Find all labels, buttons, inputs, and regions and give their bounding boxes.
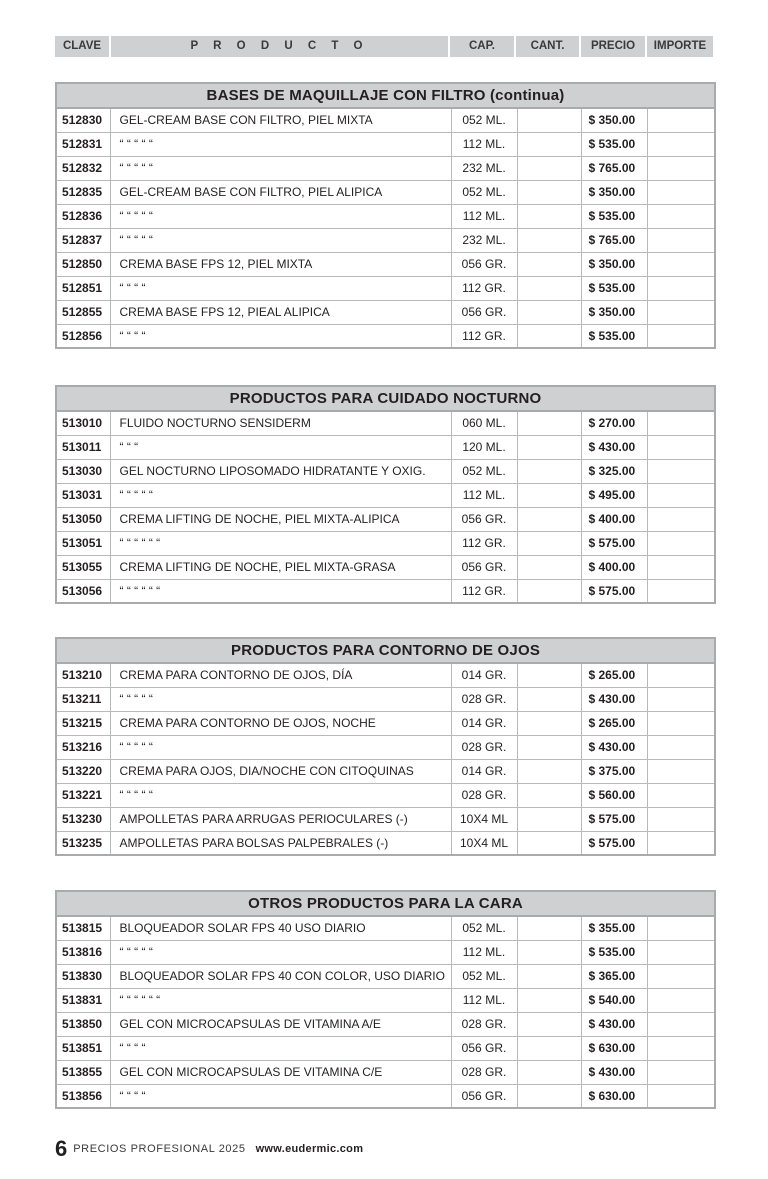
footer-title: PRECIOS PROFESIONAL 2025 [73,1143,246,1155]
table-row [56,940,715,964]
section-title-text: PRODUCTOS PARA CONTORNO DE OJOS [231,642,541,659]
header-clave: CLAVE [55,36,109,57]
product-price: $ 265.00 [581,663,647,687]
table-row [56,204,715,228]
product-code: 513816 [56,940,110,964]
quantity-cell[interactable] [517,916,581,940]
product-price: $ 265.00 [581,711,647,735]
product-description: “ “ “ “ “ “ [110,579,451,603]
amount-cell[interactable] [647,940,715,964]
product-price: $ 575.00 [581,531,647,555]
table-row [56,276,715,300]
product-description: “ “ “ “ “ [110,687,451,711]
product-description: GEL-CREAM BASE CON FILTRO, PIEL MIXTA [110,108,451,132]
table-row [56,228,715,252]
product-capacity: 028 GR. [451,735,517,759]
product-price: $ 430.00 [581,687,647,711]
table-row [56,156,715,180]
product-code: 513211 [56,687,110,711]
quantity-cell[interactable] [517,531,581,555]
product-price: $ 430.00 [581,435,647,459]
amount-cell[interactable] [647,531,715,555]
table-row [56,964,715,988]
amount-cell[interactable] [647,759,715,783]
amount-cell[interactable] [647,276,715,300]
table-row [56,132,715,156]
section-title [56,83,715,108]
product-price: $ 355.00 [581,916,647,940]
product-price: $ 400.00 [581,507,647,531]
product-code: 513051 [56,531,110,555]
product-capacity: 052 ML. [451,180,517,204]
quantity-cell[interactable] [517,687,581,711]
product-description: GEL NOCTURNO LIPOSOMADO HIDRATANTE Y OXIG. [110,459,451,483]
product-price: $ 575.00 [581,831,647,855]
product-capacity: 056 GR. [451,252,517,276]
product-code: 512837 [56,228,110,252]
product-price: $ 535.00 [581,276,647,300]
header-producto [111,36,448,57]
product-description: “ “ “ “ [110,324,451,348]
quantity-cell[interactable] [517,555,581,579]
product-capacity: 060 ML. [451,411,517,435]
product-capacity: 120 ML. [451,435,517,459]
product-price: $ 365.00 [581,964,647,988]
amount-cell[interactable] [647,579,715,603]
product-description: AMPOLLETAS PARA ARRUGAS PERIOCULARES (-) [110,807,451,831]
quantity-cell[interactable] [517,324,581,348]
product-price: $ 350.00 [581,108,647,132]
amount-cell[interactable] [647,507,715,531]
amount-cell[interactable] [647,687,715,711]
quantity-cell[interactable] [517,759,581,783]
product-code: 513010 [56,411,110,435]
table-row [56,735,715,759]
product-description: “ “ “ “ [110,276,451,300]
product-code: 513216 [56,735,110,759]
section-title [56,386,715,411]
product-description: BLOQUEADOR SOLAR FPS 40 USO DIARIO [110,916,451,940]
quantity-cell[interactable] [517,1036,581,1060]
product-code: 513830 [56,964,110,988]
header-importe: IMPORTE [647,36,713,57]
product-price: $ 535.00 [581,132,647,156]
table-row [56,1012,715,1036]
product-capacity: 056 GR. [451,507,517,531]
amount-cell[interactable] [647,988,715,1012]
section-title [56,891,715,916]
product-capacity: 052 ML. [451,108,517,132]
table-row [56,1084,715,1108]
amount-cell[interactable] [647,204,715,228]
product-description: “ “ “ “ “ [110,483,451,507]
product-price: $ 325.00 [581,459,647,483]
product-description: AMPOLLETAS PARA BOLSAS PALPEBRALES (-) [110,831,451,855]
product-capacity: 056 GR. [451,300,517,324]
product-price: $ 430.00 [581,735,647,759]
page-number: 6 [55,1136,68,1161]
product-price: $ 270.00 [581,411,647,435]
product-code: 512855 [56,300,110,324]
table-row [56,252,715,276]
product-price: $ 630.00 [581,1084,647,1108]
amount-cell[interactable] [647,132,715,156]
quantity-cell[interactable] [517,108,581,132]
product-description: CREMA PARA CONTORNO DE OJOS, DÍA [110,663,451,687]
product-description: GEL-CREAM BASE CON FILTRO, PIEL ALIPICA [110,180,451,204]
section-table [55,82,716,349]
product-capacity: 112 GR. [451,579,517,603]
product-description: “ “ “ “ “ [110,735,451,759]
product-capacity: 232 ML. [451,228,517,252]
table-row [56,988,715,1012]
product-capacity: 112 GR. [451,531,517,555]
quantity-cell[interactable] [517,435,581,459]
product-code: 513210 [56,663,110,687]
product-capacity: 052 ML. [451,459,517,483]
product-description: BLOQUEADOR SOLAR FPS 40 CON COLOR, USO DIARIO [110,964,451,988]
quantity-cell[interactable] [517,663,581,687]
amount-cell[interactable] [647,807,715,831]
amount-cell[interactable] [647,555,715,579]
table-row [56,687,715,711]
quantity-cell[interactable] [517,204,581,228]
table-row [56,435,715,459]
section-title-suffix: (continua) [489,87,565,104]
section-title-text: OTROS PRODUCTOS PARA LA CARA [248,895,523,912]
product-code: 513230 [56,807,110,831]
product-code: 513831 [56,988,110,1012]
product-capacity: 112 ML. [451,132,517,156]
product-code: 513855 [56,1060,110,1084]
quantity-cell[interactable] [517,459,581,483]
amount-cell[interactable] [647,108,715,132]
amount-cell[interactable] [647,483,715,507]
section-title [56,638,715,663]
table-row [56,663,715,687]
quantity-cell[interactable] [517,180,581,204]
product-price: $ 535.00 [581,204,647,228]
amount-cell[interactable] [647,916,715,940]
header-cap: CAP. [450,36,514,57]
product-description: “ “ “ “ [110,1084,451,1108]
quantity-cell[interactable] [517,988,581,1012]
amount-cell[interactable] [647,435,715,459]
product-price: $ 350.00 [581,180,647,204]
product-code: 513050 [56,507,110,531]
product-description: CREMA PARA CONTORNO DE OJOS, NOCHE [110,711,451,735]
product-code: 513235 [56,831,110,855]
product-description: CREMA LIFTING DE NOCHE, PIEL MIXTA-GRASA [110,555,451,579]
product-capacity: 112 ML. [451,483,517,507]
table-row [56,831,715,855]
section-table [55,890,716,1109]
table-row [56,108,715,132]
header-producto-label: P R O D U C T O [190,40,369,52]
table-row [56,555,715,579]
product-code: 512851 [56,276,110,300]
product-code: 513056 [56,579,110,603]
product-capacity: 112 ML. [451,988,517,1012]
table-row [56,483,715,507]
product-code: 512850 [56,252,110,276]
table-row [56,459,715,483]
table-row [56,579,715,603]
product-description: “ “ “ “ “ [110,156,451,180]
product-capacity: 10X4 ML [451,831,517,855]
product-price: $ 575.00 [581,807,647,831]
product-capacity: 232 ML. [451,156,517,180]
product-price: $ 540.00 [581,988,647,1012]
table-row [56,531,715,555]
header-cant: CANT. [516,36,579,57]
product-code: 513850 [56,1012,110,1036]
amount-cell[interactable] [647,735,715,759]
amount-cell[interactable] [647,1012,715,1036]
quantity-cell[interactable] [517,276,581,300]
table-row [56,300,715,324]
quantity-cell[interactable] [517,300,581,324]
product-capacity: 052 ML. [451,964,517,988]
product-price: $ 375.00 [581,759,647,783]
product-code: 513055 [56,555,110,579]
section-title-text: PRODUCTOS PARA CUIDADO NOCTURNO [229,390,542,407]
quantity-cell[interactable] [517,411,581,435]
product-capacity: 028 GR. [451,687,517,711]
amount-cell[interactable] [647,300,715,324]
section-table [55,385,716,604]
product-capacity: 056 GR. [451,1036,517,1060]
amount-cell[interactable] [647,1060,715,1084]
page-footer [55,1136,363,1162]
product-price: $ 535.00 [581,940,647,964]
product-code: 513031 [56,483,110,507]
table-row [56,324,715,348]
product-price: $ 495.00 [581,483,647,507]
product-description: “ “ “ “ “ [110,204,451,228]
product-description: “ “ “ “ “ “ [110,988,451,1012]
quantity-cell[interactable] [517,132,581,156]
table-row [56,759,715,783]
product-capacity: 028 GR. [451,783,517,807]
quantity-cell[interactable] [517,228,581,252]
amount-cell[interactable] [647,156,715,180]
quantity-cell[interactable] [517,156,581,180]
product-code: 513856 [56,1084,110,1108]
quantity-cell[interactable] [517,831,581,855]
product-capacity: 028 GR. [451,1060,517,1084]
product-description: “ “ “ “ “ “ [110,531,451,555]
amount-cell[interactable] [647,180,715,204]
product-price: $ 400.00 [581,555,647,579]
quantity-cell[interactable] [517,783,581,807]
table-row [56,783,715,807]
quantity-cell[interactable] [517,579,581,603]
product-description: “ “ “ “ “ [110,228,451,252]
product-code: 513030 [56,459,110,483]
quantity-cell[interactable] [517,1060,581,1084]
amount-cell[interactable] [647,324,715,348]
product-description: CREMA LIFTING DE NOCHE, PIEL MIXTA-ALIPICA [110,507,451,531]
product-code: 512836 [56,204,110,228]
section-table [55,637,716,856]
product-code: 513221 [56,783,110,807]
product-price: $ 630.00 [581,1036,647,1060]
quantity-cell[interactable] [517,807,581,831]
table-row [56,916,715,940]
table-row [56,180,715,204]
product-capacity: 028 GR. [451,1012,517,1036]
product-capacity: 056 GR. [451,1084,517,1108]
product-price: $ 765.00 [581,156,647,180]
product-code: 513215 [56,711,110,735]
product-code: 512832 [56,156,110,180]
product-description: CREMA BASE FPS 12, PIEAL ALIPICA [110,300,451,324]
amount-cell[interactable] [647,783,715,807]
table-row [56,411,715,435]
table-row [56,711,715,735]
table-row [56,1060,715,1084]
product-description: FLUIDO NOCTURNO SENSIDERM [110,411,451,435]
quantity-cell[interactable] [517,1084,581,1108]
product-price: $ 430.00 [581,1012,647,1036]
product-code: 513011 [56,435,110,459]
amount-cell[interactable] [647,1084,715,1108]
amount-cell[interactable] [647,964,715,988]
product-price: $ 350.00 [581,252,647,276]
quantity-cell[interactable] [517,483,581,507]
column-header-bar [55,36,713,57]
product-capacity: 014 GR. [451,711,517,735]
product-price: $ 765.00 [581,228,647,252]
section-title-text: BASES DE MAQUILLAJE CON FILTRO [206,87,486,104]
product-description: CREMA PARA OJOS, DIA/NOCHE CON CITOQUINAS [110,759,451,783]
product-description: “ “ “ “ “ [110,783,451,807]
product-code: 513220 [56,759,110,783]
product-capacity: 112 ML. [451,204,517,228]
product-price: $ 535.00 [581,324,647,348]
table-row [56,807,715,831]
product-description: CREMA BASE FPS 12, PIEL MIXTA [110,252,451,276]
quantity-cell[interactable] [517,252,581,276]
quantity-cell[interactable] [517,735,581,759]
footer-url: www.eudermic.com [255,1143,364,1155]
quantity-cell[interactable] [517,1012,581,1036]
product-capacity: 014 GR. [451,759,517,783]
table-row [56,507,715,531]
table-row [56,1036,715,1060]
product-price: $ 560.00 [581,783,647,807]
amount-cell[interactable] [647,663,715,687]
product-code: 512831 [56,132,110,156]
product-description: “ “ “ “ [110,1036,451,1060]
product-price: $ 350.00 [581,300,647,324]
header-precio: PRECIO [581,36,645,57]
product-code: 512830 [56,108,110,132]
amount-cell[interactable] [647,252,715,276]
product-description: GEL CON MICROCAPSULAS DE VITAMINA C/E [110,1060,451,1084]
quantity-cell[interactable] [517,940,581,964]
product-price: $ 575.00 [581,579,647,603]
amount-cell[interactable] [647,711,715,735]
product-capacity: 052 ML. [451,916,517,940]
quantity-cell[interactable] [517,507,581,531]
amount-cell[interactable] [647,411,715,435]
product-code: 512835 [56,180,110,204]
product-capacity: 056 GR. [451,555,517,579]
amount-cell[interactable] [647,228,715,252]
product-description: GEL CON MICROCAPSULAS DE VITAMINA A/E [110,1012,451,1036]
product-code: 513851 [56,1036,110,1060]
product-price: $ 430.00 [581,1060,647,1084]
product-capacity: 10X4 ML [451,807,517,831]
quantity-cell[interactable] [517,964,581,988]
quantity-cell[interactable] [517,711,581,735]
amount-cell[interactable] [647,459,715,483]
product-description: “ “ “ [110,435,451,459]
product-capacity: 112 GR. [451,324,517,348]
product-capacity: 014 GR. [451,663,517,687]
product-code: 513815 [56,916,110,940]
product-capacity: 112 ML. [451,940,517,964]
amount-cell[interactable] [647,1036,715,1060]
product-description: “ “ “ “ “ [110,940,451,964]
product-capacity: 112 GR. [451,276,517,300]
product-code: 512856 [56,324,110,348]
amount-cell[interactable] [647,831,715,855]
product-description: “ “ “ “ “ [110,132,451,156]
